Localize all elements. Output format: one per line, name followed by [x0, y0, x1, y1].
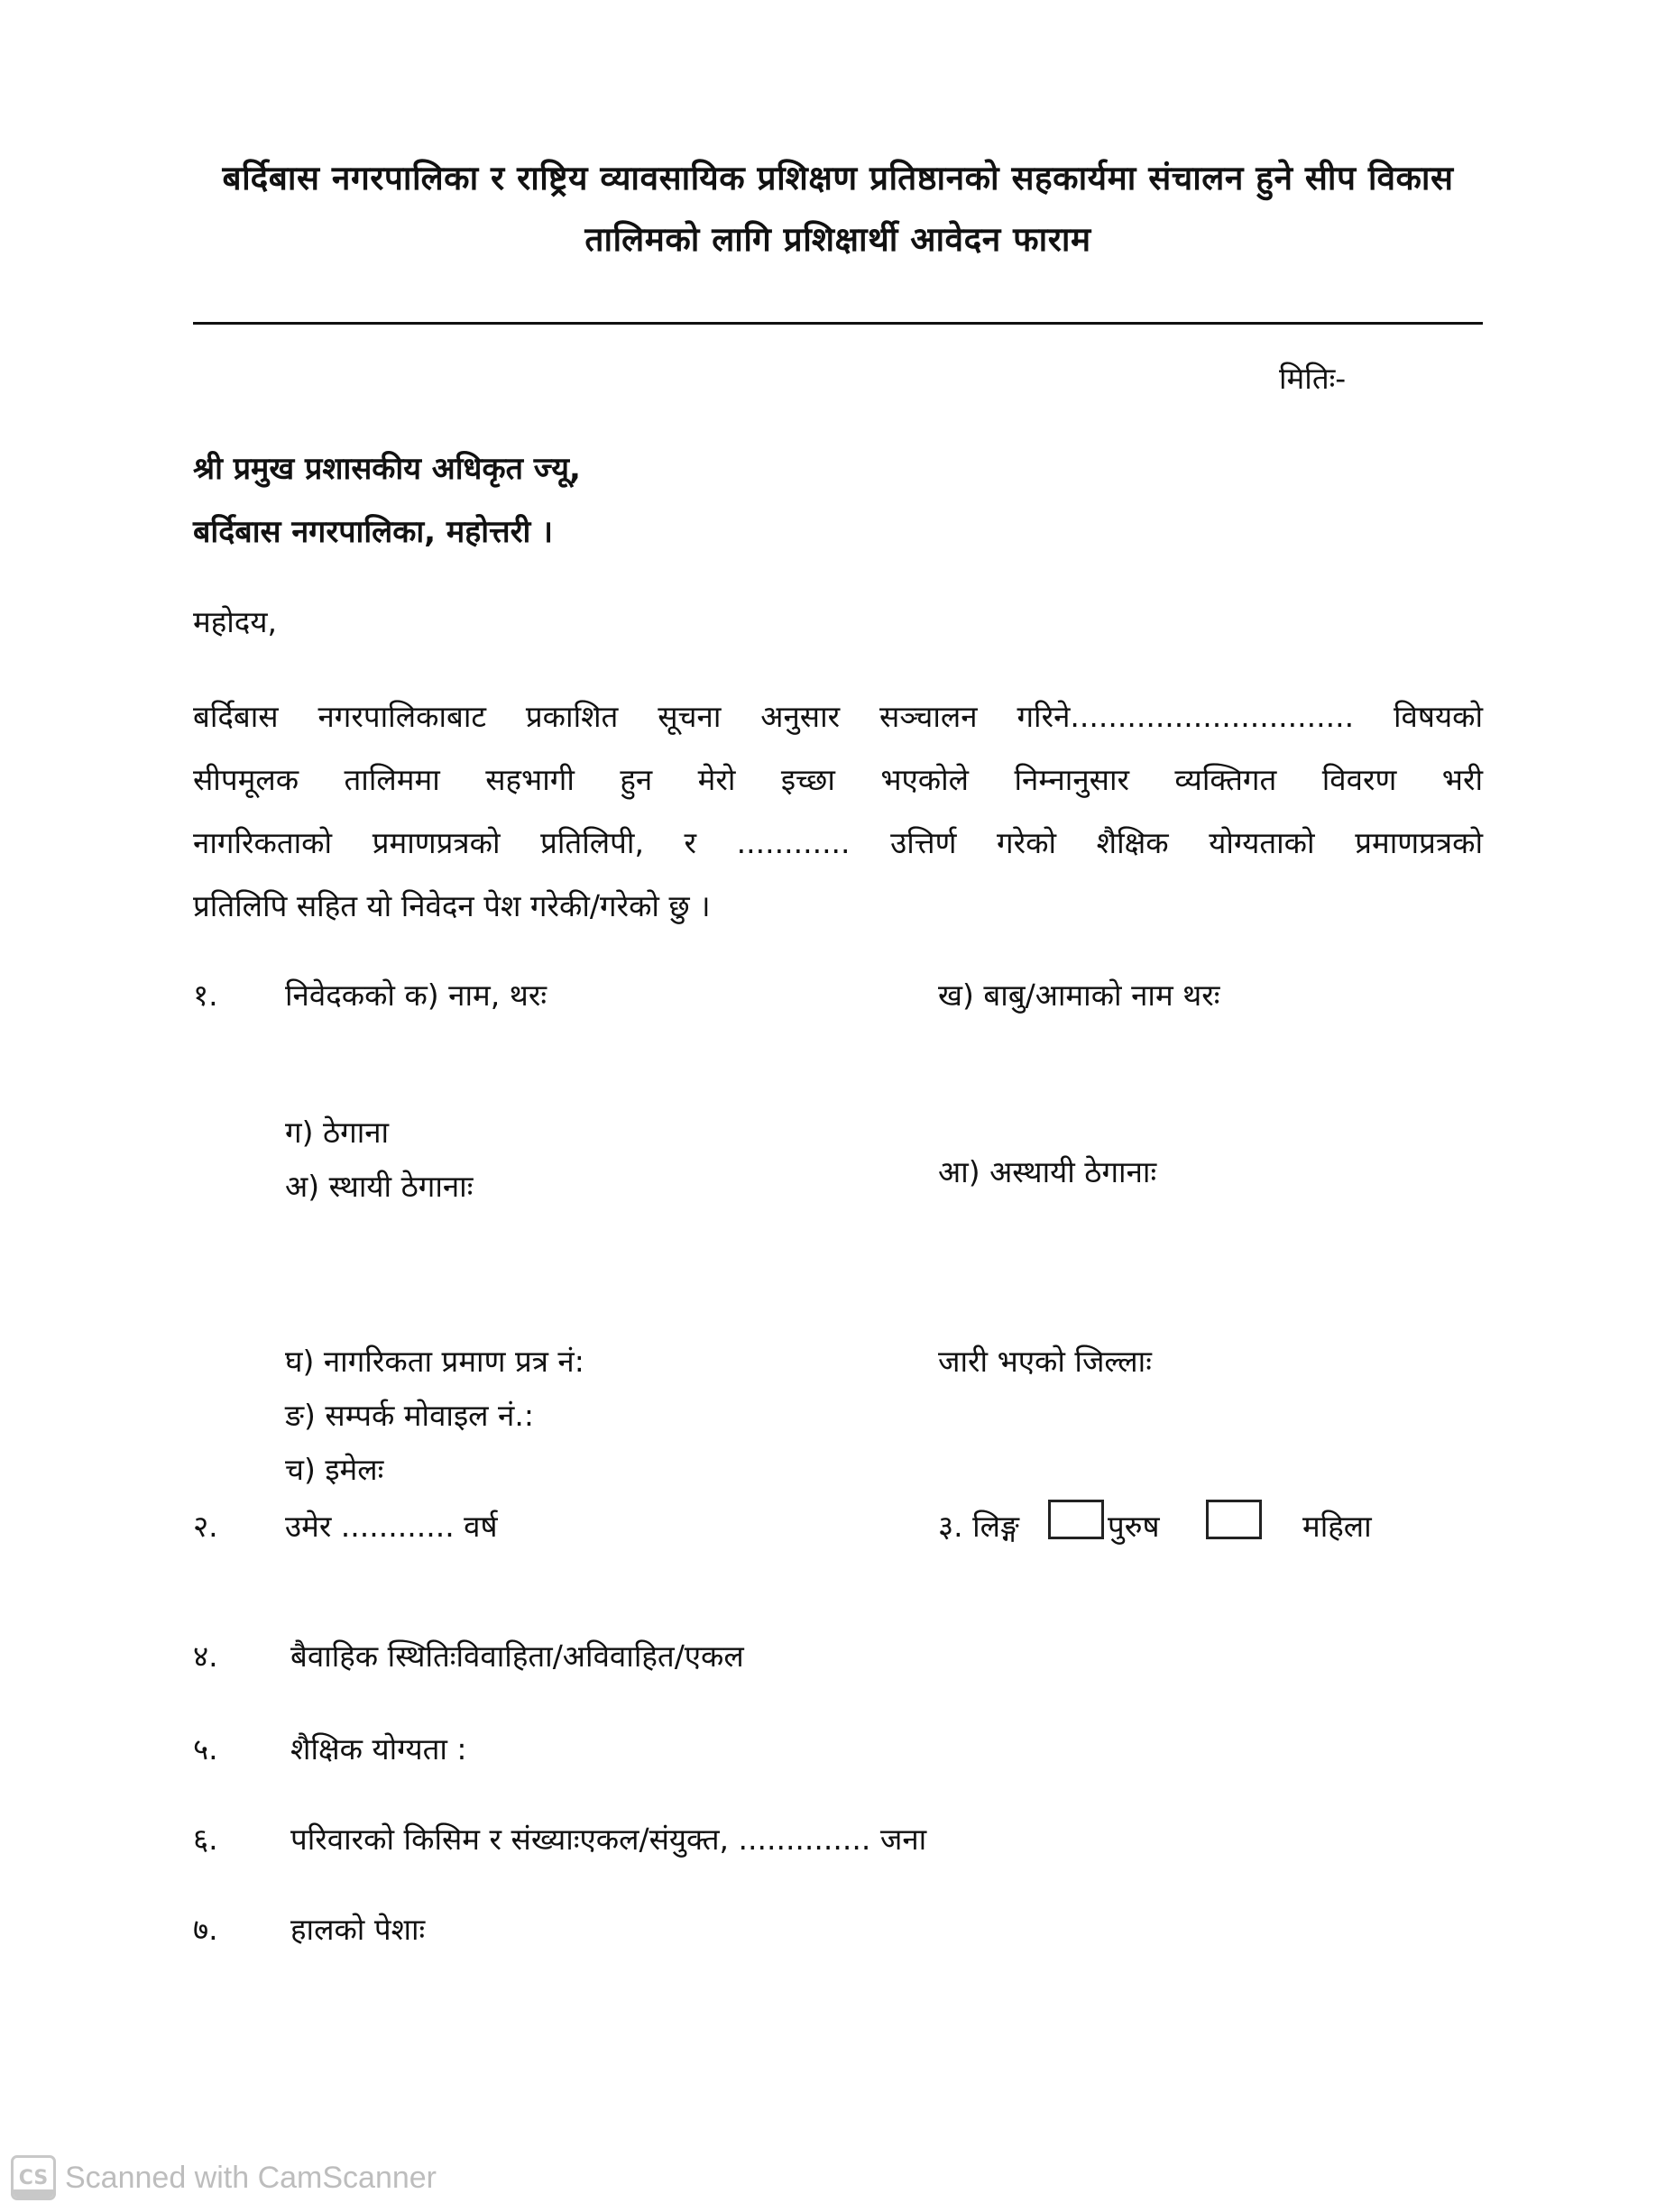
applicant-name-label: निवेदकको क) नाम, थरः	[285, 978, 547, 1013]
paragraph-line: बर्दिबास नगरपालिकाबाट प्रकाशित सूचना अनुसार सञ्चालन गरिने.............................. विषयको	[193, 699, 1483, 734]
mobile-number-label: ङ) सम्पर्क मोवाइल नं.:	[285, 1398, 534, 1433]
paragraph-line: सीपमूलक तालिममा सहभागी हुन मेरो इच्छा भएकोले निम्नानुसार व्यक्तिगत विवरण भरी	[193, 762, 1483, 797]
header-divider	[193, 322, 1483, 325]
item-4-number: ४.	[193, 1638, 218, 1674]
issued-district-label: जारी भएको जिल्लाः	[938, 1344, 1152, 1379]
paragraph-line: नागरिकताको प्रमाणप्रत्रको प्रतिलिपी, र ............ उत्तिर्ण गरेको शैक्षिक योग्यताको प्रमाणप्रत्रको	[193, 825, 1483, 860]
salutation: महोदय,	[193, 604, 277, 639]
age-label: उमेर ............ वर्ष	[285, 1509, 498, 1544]
address-label: ग) ठेगाना	[285, 1115, 390, 1150]
form-title-line-2: तालिमको लागि प्रशिक्षार्थी आवेदन फाराम	[584, 220, 1091, 259]
permanent-address-label: अ) स्थायी ठेगानाः	[285, 1169, 474, 1204]
addressee-line-2: बर्दिबास नगरपालिका, महोत्तरी ।	[193, 514, 553, 550]
camscanner-watermark	[11, 2155, 437, 2200]
marital-status-label: बैवाहिक स्थितिःविवाहिता/अविवाहित/एकल	[290, 1638, 744, 1674]
education-label: शैक्षिक योग्यता :	[290, 1731, 467, 1767]
family-type-label: परिवारको किसिम र संख्याःएकल/संयुक्त, .............. जना	[290, 1822, 927, 1857]
parent-name-label: ख) बाबु/आमाको नाम थरः	[938, 978, 1220, 1013]
male-option-label: पुरुष	[1108, 1509, 1160, 1544]
item-5-number: ५.	[193, 1731, 218, 1767]
date-label: मितिः-	[1279, 361, 1347, 396]
camscanner-logo-text: CS	[18, 2166, 49, 2189]
item-7-number: ७.	[193, 1912, 218, 1947]
gender-label: ३. लिङ्ग	[938, 1509, 1019, 1544]
application-paragraph	[193, 685, 1483, 938]
form-title-line-1: बर्दिबास नगरपालिका र राष्ट्रिय व्यावसायिक प्रशिक्षण प्रतिष्ठानको सहकार्यमा संचालन हुने सीप विकास	[222, 159, 1454, 197]
item-2-number: २.	[193, 1509, 218, 1544]
paragraph-line: प्रतिलिपि सहित यो निवेदन पेश गरेकी/गरेको छु ।	[193, 888, 711, 923]
addressee-line-1: श्री प्रमुख प्रशासकीय अधिकृत ज्यू,	[193, 451, 581, 487]
male-checkbox[interactable]	[1048, 1500, 1104, 1539]
female-option-label: महिला	[1302, 1509, 1372, 1544]
item-6-number: ६.	[193, 1822, 218, 1857]
female-checkbox[interactable]	[1206, 1500, 1262, 1539]
email-label: च) इमेलः	[285, 1452, 384, 1487]
camscanner-logo-icon	[11, 2155, 56, 2200]
temporary-address-label: आ) अस्थायी ठेगानाः	[938, 1154, 1157, 1189]
occupation-label: हालको पेशाः	[290, 1912, 426, 1947]
item-1-number: १.	[193, 978, 218, 1013]
citizenship-number-label: घ) नागरिकता प्रमाण प्रत्र नं:	[285, 1344, 584, 1379]
watermark-text: Scanned with CamScanner	[65, 2160, 437, 2195]
